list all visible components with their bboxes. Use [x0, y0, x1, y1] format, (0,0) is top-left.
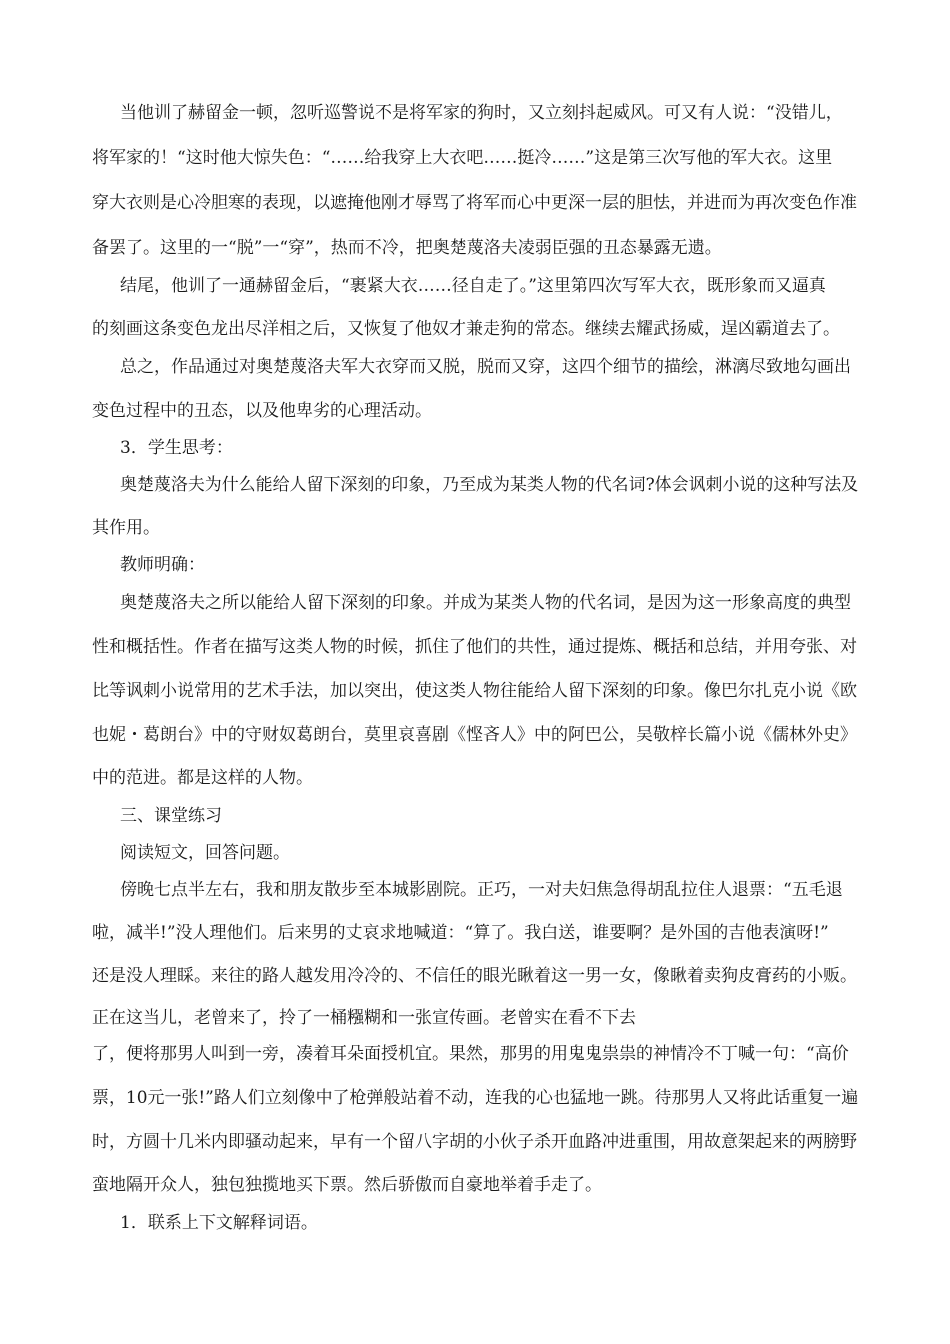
instruction-line: 阅读短文，回答问题。: [120, 843, 290, 863]
text-line: 备罢了。这里的一“脱”一“穿”，热而不冷，把奥楚蔑洛夫凌弱臣强的丑态暴露无遗。: [92, 238, 722, 258]
text-line: 傍晚七点半左右，我和朋友散步至本城影剧院。正巧，一对夫妇焦急得胡乱拉住人退票：“五毛退: [120, 880, 843, 900]
question-line: 1．联系上下文解释词语。: [120, 1213, 318, 1233]
text-line: 也妮・葛朗台》中的守财奴葛朗台，莫里哀喜剧《悭吝人》中的阿巴公，吴敬梓长篇小说《儒林外史》: [92, 725, 857, 745]
text-line: 总之，作品通过对奥楚蔑洛夫军大衣穿而又脱，脱而又穿，这四个细节的描绘，淋漓尽致地勾画出: [120, 357, 851, 377]
text-line: 当他训了赫留金一顿，忽听巡警说不是将军家的狗时，又立刻抖起威风。可又有人说：“没错儿，: [120, 103, 843, 123]
text-line: 奥楚蔑洛夫为什么能给人留下深刻的印象，乃至成为某类人物的代名词?体会讽刺小说的这种写法及: [120, 475, 859, 495]
text-line: 比等讽刺小说常用的艺术手法，加以突出，使这类人物往能给人留下深刻的印象。像巴尔扎克小说《欧: [92, 681, 857, 701]
section-heading: 教师明确：: [120, 555, 205, 575]
section-heading: 3．学生思考：: [120, 438, 233, 458]
text-line: 蛮地隔开众人，独包独揽地买下票。然后骄傲而自豪地举着手走了。: [92, 1175, 602, 1195]
section-heading: 三、课堂练习: [120, 806, 222, 826]
text-line: 时，方圆十几米内即骚动起来，早有一个留八字胡的小伙子杀开血路冲进重围，用故意架起来的两膀野: [92, 1132, 857, 1152]
text-line: 奥楚蔑洛夫之所以能给人留下深刻的印象。并成为某类人物的代名词，是因为这一形象高度的典型: [120, 593, 851, 613]
text-line: 结尾，他训了一通赫留金后，“裹紧大衣……径自走了。”这里第四次写军大衣，既形象而又逼真: [120, 276, 826, 296]
text-line: 的刻画这条变色龙出尽洋相之后，又恢复了他奴才兼走狗的常态。继续去耀武扬威，逞凶霸道去了。: [92, 319, 840, 339]
text-line: 将军家的！“这时他大惊失色：“……给我穿上大衣吧……挺冷……”这是第三次写他的军大衣。这里: [92, 148, 833, 168]
text-line: 啦，减半!”没人理他们。后来男的丈哀求地喊道：“算了。我白送，谁要啊？是外国的吉他表演呀!”: [92, 923, 829, 943]
text-line: 其作用。: [92, 518, 160, 538]
text-line: 了，便将那男人叫到一旁，凑着耳朵面授机宜。果然，那男的用鬼鬼祟祟的神情冷不丁喊一句：“高价: [92, 1044, 849, 1064]
text-line: 变色过程中的丑态，以及他卑劣的心理活动。: [92, 401, 432, 421]
text-line: 性和概括性。作者在描写这类人物的时候，抓住了他们的共性，通过提炼、概括和总结，并用夸张、对: [92, 637, 857, 657]
text-line: 中的范进。都是这样的人物。: [92, 768, 313, 788]
text-line: 票，10元一张!”路人们立刻像中了枪弹般站着不动，连我的心也猛地一跳。待那男人又将此话重复一遍: [92, 1088, 859, 1108]
text-line: 还是没人理睬。来往的路人越发用冷冷的、不信任的眼光瞅着这一男一女，像瞅着卖狗皮膏药的小贩。: [92, 966, 857, 986]
text-line: 穿大衣则是心冷胆寒的表现，以遮掩他刚才辱骂了将军而心中更深一层的胆怯，并进而为再次变色作准: [92, 193, 857, 213]
text-line: 正在这当儿，老曾来了，拎了一桶糨糊和一张宣传画。老曾实在看不下去: [92, 1008, 636, 1028]
